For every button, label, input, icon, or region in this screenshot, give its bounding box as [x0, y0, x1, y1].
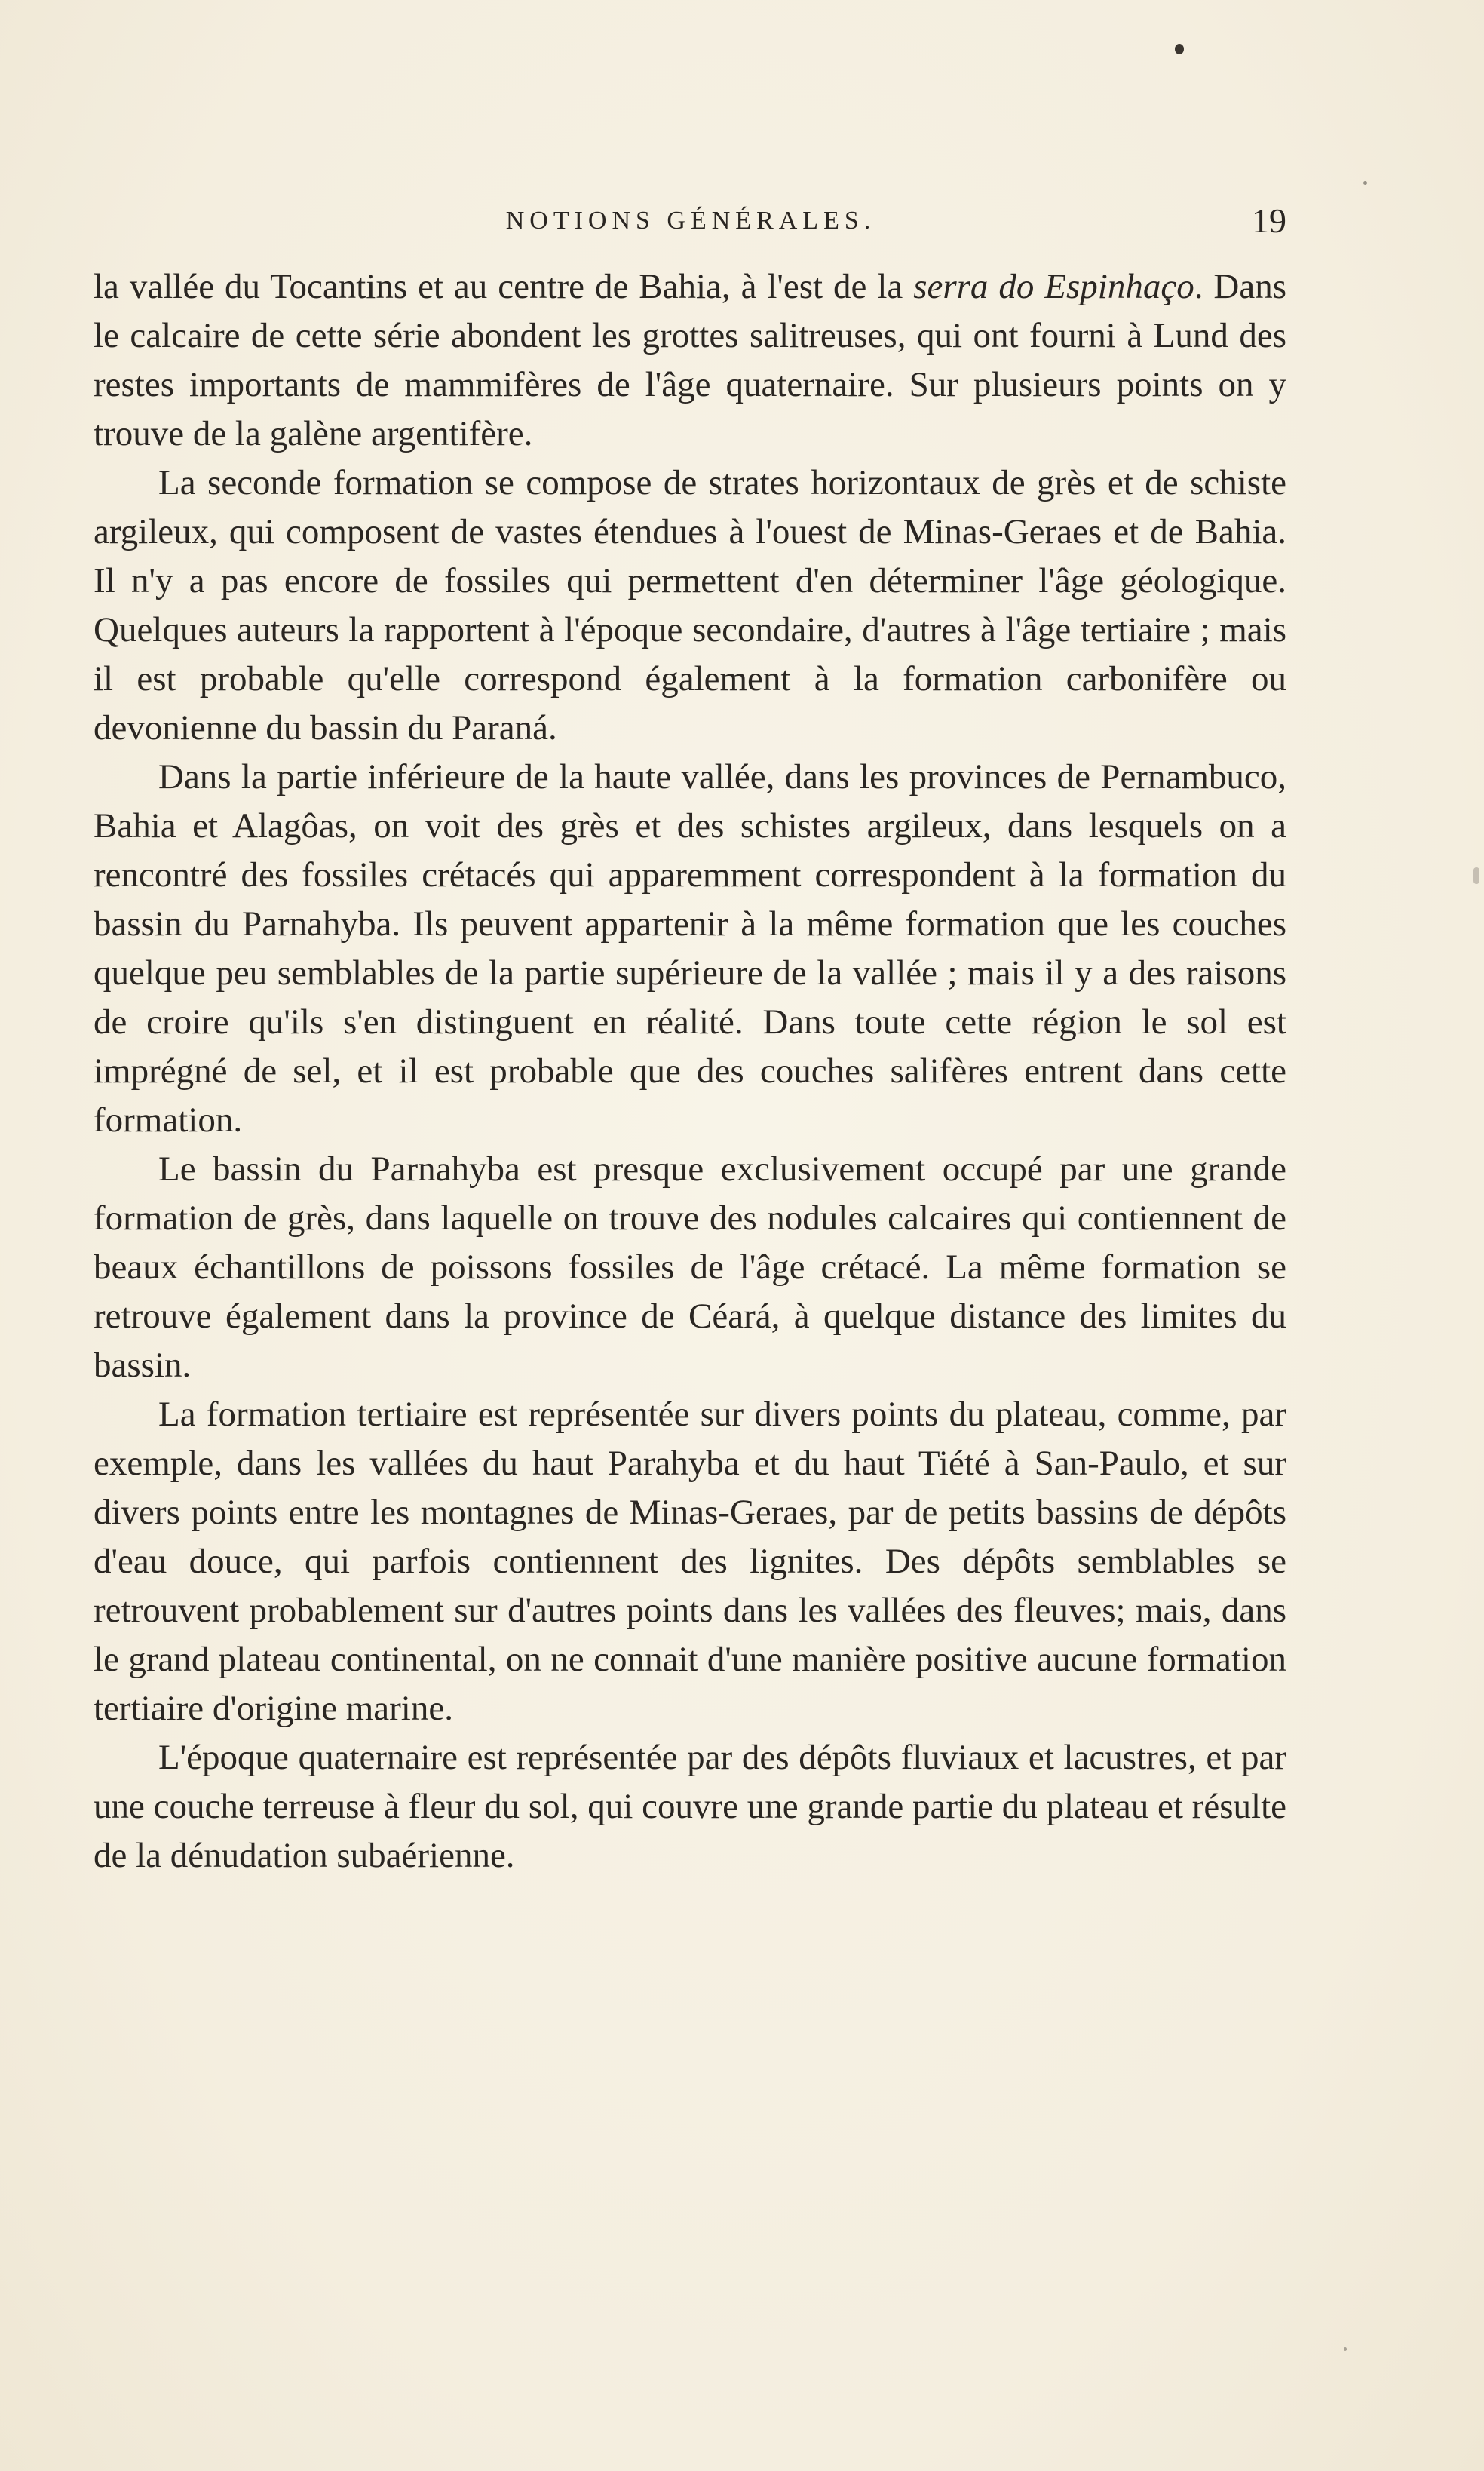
paragraph: Dans la partie inférieure de la haute vallée, dans les provinces de Pernambuco, Bahia et Alagôas, on voit des grès et des schistes argileux, dans lesquels on a rencontré des fossiles crétacés qui apparemment correspondent à la formation du bassin du Parnahyba. Ils peuvent appartenir à la même formation que les couches quelque peu semblables de la partie supérieure de la vallée ; mais il y a des raisons de croire qu'ils s'en distinguent en réalité. Dans toute cette région le sol est imprégné de sel, et il est probable que des couches salifères entrent dans cette formation.	[94, 757, 1286, 1140]
ink-speck	[1473, 867, 1479, 884]
paragraph-text: . Dans le calcaire de cette série abondent les grottes salitreuses, qui ont fourni à Lund des restes importants de mammifères de l'âge quaternaire. Sur plusieurs points on y trouve de la galène argentifère.	[94, 267, 1286, 453]
ink-speck	[1344, 2347, 1347, 2351]
running-head	[95, 195, 1286, 247]
italic-place-name: serra do Espinhaço	[913, 267, 1194, 306]
paragraph: La formation tertiaire est représentée sur divers points du plateau, comme, par exemple, dans les vallées du haut Parahyba et du haut Tiété à San-Paulo, et sur divers points entre les montagnes de Minas-Geraes, par de petits bassins de dépôts d'eau douce, qui parfois contiennent des lignites. Des dépôts semblables se retrouvent probablement sur d'autres points dans les vallées des fleuves; mais, dans le grand plateau continental, on ne connait d'une manière positive aucune formation tertiaire d'origine marine.	[94, 1395, 1286, 1728]
paragraph: L'époque quaternaire est représentée par des dépôts fluviaux et lacustres, et par une couche terreuse à fleur du sol, qui couvre une grande partie du plateau et résulte de la dénudation subaérienne.	[94, 1738, 1286, 1875]
paragraph: La seconde formation se compose de strates horizontaux de grès et de schiste argileux, qui composent de vastes étendues à l'ouest de Minas-Geraes et de Bahia. Il n'y a pas encore de fossiles qui permettent d'en déterminer l'âge géologique. Quelques auteurs la rapportent à l'époque secondaire, d'autres à l'âge tertiaire ; mais il est probable qu'elle correspond également à la formation carbonifère ou devonienne du bassin du Paraná.	[94, 463, 1286, 747]
running-title: NOTIONS GÉNÉRALES.	[505, 207, 876, 235]
ink-speck	[1175, 44, 1184, 54]
paragraph: Le bassin du Parnahyba est presque exclusivement occupé par une grande formation de grès, dans laquelle on trouve des nodules calcaires qui contiennent de beaux échantillons de poissons fossiles de l'âge crétacé. La même formation se retrouve également dans la province de Céará, à quelque distance des limites du bassin.	[94, 1150, 1286, 1385]
paragraph-text: la vallée du Tocantins et au centre de Bahia, à l'est de la	[94, 267, 914, 306]
paragraph	[94, 262, 1286, 459]
body-text	[94, 262, 1286, 1880]
page-number: 19	[1252, 201, 1286, 240]
ink-speck	[1363, 181, 1367, 185]
